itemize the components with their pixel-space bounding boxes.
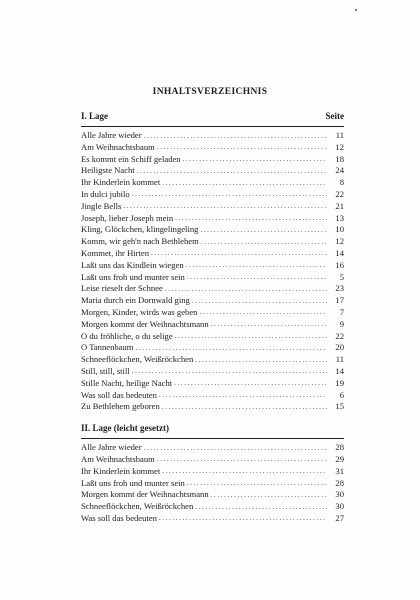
toc-entry <box>81 319 344 331</box>
entry-page-number: 20 <box>335 342 344 353</box>
toc-entry <box>81 466 344 478</box>
entry-page-number: 7 <box>339 306 344 317</box>
entry-title: Leise rieselt der Schnee <box>81 283 163 294</box>
dot-leader <box>187 273 327 281</box>
toc-list <box>81 130 344 413</box>
section-heading: I. Lage <box>81 111 108 121</box>
dot-leader <box>162 403 327 411</box>
entry-title: Was soll das bedeuten <box>81 389 157 400</box>
entry-page-number: 24 <box>335 165 344 176</box>
toc-sections <box>81 111 344 525</box>
toc-entry <box>81 283 344 295</box>
entry-page-number: 30 <box>335 501 344 512</box>
entry-title: Still, still, still <box>81 365 130 376</box>
toc-entry <box>81 154 344 166</box>
entry-page-number: 18 <box>335 153 344 164</box>
entry-title: Maria durch ein Dornwald ging <box>81 295 190 306</box>
page-title: INHALTSVERZEICHNIS <box>152 87 268 97</box>
entry-page-number: 6 <box>339 389 344 400</box>
toc-entry <box>81 489 344 501</box>
entry-title: In dulci jubilo <box>81 188 130 199</box>
dot-leader <box>192 297 327 305</box>
entry-title: Ihr Kinderlein kommet <box>81 465 161 476</box>
entry-title: O du fröhliche, o du selige <box>81 330 173 341</box>
dot-leader <box>175 214 327 222</box>
dot-leader <box>144 444 327 452</box>
toc-entry <box>81 177 344 189</box>
dot-leader <box>200 226 327 234</box>
entry-title: Alle Jahre wieder <box>81 442 142 453</box>
page-column-header: Seite <box>325 111 344 121</box>
toc-entry <box>81 142 344 154</box>
entry-page-number: 19 <box>335 377 344 388</box>
entry-title: Am Weihnachtsbaum <box>81 453 155 464</box>
entry-title: Heiligste Nacht <box>81 165 135 176</box>
toc-entry <box>81 260 344 272</box>
entry-title: Komm, wir geh'n nach Bethlehem <box>81 236 199 247</box>
entry-title: Laßt uns froh und munter sein <box>81 271 185 282</box>
toc-section <box>81 423 344 525</box>
dot-leader <box>157 455 327 463</box>
dot-leader <box>183 155 327 163</box>
entry-title: Laßt uns froh und munter sein <box>81 477 185 488</box>
toc-entry <box>81 378 344 390</box>
entry-title: Morgen, Kinder, wirds was geben <box>81 306 198 317</box>
dot-leader <box>157 143 327 151</box>
entry-page-number: 29 <box>335 453 344 464</box>
toc-entry <box>81 236 344 248</box>
entry-title: Jingle Bells <box>81 200 122 211</box>
entry-page-number: 14 <box>335 247 344 258</box>
dot-leader <box>162 179 327 187</box>
toc-entry <box>81 366 344 378</box>
toc-entry <box>81 342 344 354</box>
toc-entry <box>81 331 344 343</box>
entry-title: Am Weihnachtsbaum <box>81 141 155 152</box>
entry-page-number: 8 <box>339 177 344 188</box>
section-gap <box>81 413 344 423</box>
dot-leader <box>175 332 327 340</box>
toc-entry <box>81 224 344 236</box>
entry-title: Kommet, ihr Hirten <box>81 247 150 258</box>
entry-page-number: 28 <box>335 477 344 488</box>
entry-page-number: 17 <box>335 295 344 306</box>
toc-entry <box>81 248 344 260</box>
dot-leader <box>186 261 327 269</box>
entry-title: Was soll das bedeuten <box>81 512 157 523</box>
toc-entry <box>81 478 344 490</box>
entry-page-number: 12 <box>335 141 344 152</box>
entry-page-number: 11 <box>335 354 344 365</box>
toc-entry <box>81 295 344 307</box>
entry-title: Alle Jahre wieder <box>81 130 142 140</box>
dot-leader <box>174 379 327 387</box>
dot-leader <box>132 190 327 198</box>
entry-title: Ihr Kinderlein kommet <box>81 177 161 188</box>
dot-leader <box>159 514 327 522</box>
entry-title: Joseph, lieber Joseph mein <box>81 212 174 223</box>
entry-page-number: 30 <box>335 489 344 500</box>
entry-page-number: 22 <box>335 330 344 341</box>
section-rule <box>81 126 344 127</box>
toc-section <box>81 111 344 413</box>
entry-title: Morgen kommt der Weihnachtsmann <box>81 318 209 329</box>
section-heading: II. Lage (leicht gesetzt) <box>81 423 169 434</box>
entry-page-number: 27 <box>335 512 344 523</box>
dot-leader <box>201 238 327 246</box>
toc-entry <box>81 401 344 413</box>
dot-leader <box>199 308 327 316</box>
dot-leader <box>187 479 327 487</box>
table-of-contents <box>81 111 344 525</box>
entry-page-number: 22 <box>335 188 344 199</box>
entry-title: Kling, Glöckchen, klingelingeling <box>81 224 199 235</box>
dot-leader <box>135 344 327 352</box>
page-speck <box>355 9 357 11</box>
entry-title: Zu Bethlehem geboren <box>81 401 160 412</box>
entry-page-number: 23 <box>335 283 344 294</box>
toc-list <box>81 442 344 525</box>
dot-leader <box>162 467 327 475</box>
dot-leader <box>144 132 327 140</box>
entry-page-number: 9 <box>339 318 344 329</box>
dot-leader <box>159 391 327 399</box>
entry-title: Stille Nacht, heilige Nacht <box>81 377 173 388</box>
entry-page-number: 28 <box>335 442 344 453</box>
entry-page-number: 13 <box>335 212 344 223</box>
dot-leader <box>211 491 327 499</box>
entry-title: Schneeflöckchen, Weißröckchen <box>81 354 194 365</box>
toc-entry <box>81 189 344 201</box>
dot-leader <box>132 367 327 375</box>
entry-page-number: 5 <box>339 271 344 282</box>
entry-title: Schneeflöckchen, Weißröckchen <box>81 501 194 512</box>
entry-page-number: 15 <box>335 401 344 412</box>
dot-leader <box>211 320 327 328</box>
toc-entry <box>81 201 344 213</box>
toc-entry <box>81 354 344 366</box>
toc-entry <box>81 272 344 284</box>
toc-entry <box>81 165 344 177</box>
entry-title: Laßt uns das Kindlein wiegen <box>81 259 184 270</box>
toc-entry <box>81 307 344 319</box>
entry-page-number: 31 <box>335 465 344 476</box>
dot-leader <box>195 503 327 511</box>
entry-title: O Tannenbaum <box>81 342 134 353</box>
dot-leader <box>137 167 327 175</box>
dot-leader <box>195 356 327 364</box>
toc-entry <box>81 130 344 142</box>
entry-page-number: 12 <box>335 236 344 247</box>
entry-title: Es kommt ein Schiff geladen <box>81 153 181 164</box>
entry-page-number: 14 <box>335 365 344 376</box>
dot-leader <box>151 249 327 257</box>
entry-page-number: 11 <box>335 130 344 140</box>
section-header <box>81 423 344 436</box>
dot-leader <box>165 285 327 293</box>
entry-page-number: 21 <box>335 200 344 211</box>
entry-page-number: 16 <box>335 259 344 270</box>
toc-entry <box>81 213 344 225</box>
toc-entry <box>81 390 344 402</box>
entry-title: Morgen kommt der Weihnachtsmann <box>81 489 209 500</box>
toc-entry <box>81 513 344 525</box>
toc-entry <box>81 501 344 513</box>
toc-entry <box>81 454 344 466</box>
section-header <box>81 111 344 124</box>
section-rule <box>81 438 344 439</box>
entry-page-number: 10 <box>335 224 344 235</box>
dot-leader <box>123 202 327 210</box>
toc-entry <box>81 442 344 454</box>
